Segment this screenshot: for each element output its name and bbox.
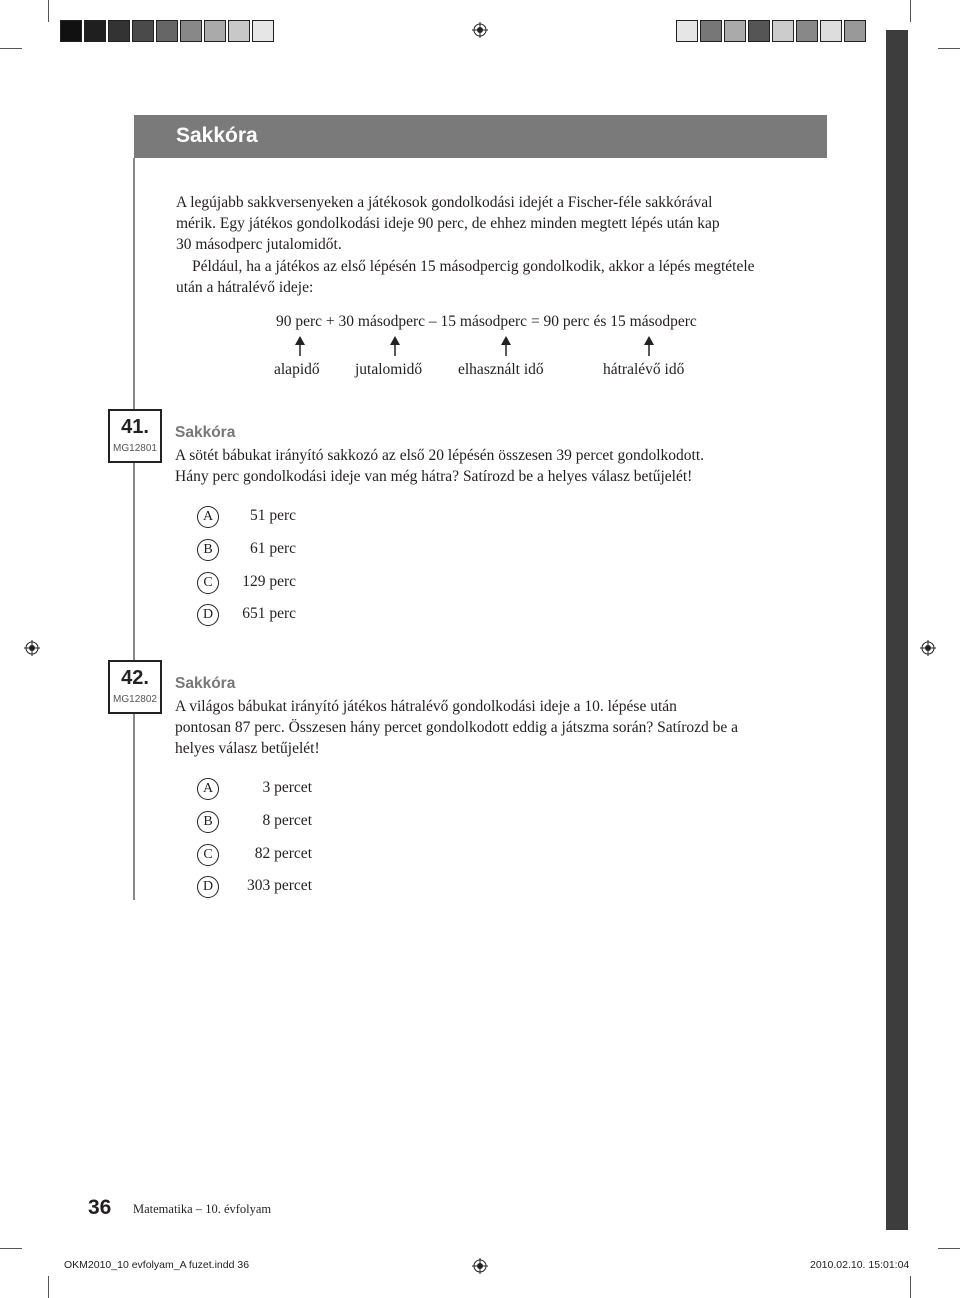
color-swatch [772,20,794,42]
answer-option-c[interactable]: C [197,572,219,594]
answer-value: 82 percet [254,845,312,862]
arrow-up-icon [389,336,401,356]
color-swatch [156,20,178,42]
answer-value: 129 perc [242,573,296,590]
color-swatch [844,20,866,42]
footer-subject: Matematika – 10. évfolyam [133,1202,272,1216]
color-swatch [204,20,226,42]
answer-option-a[interactable]: A [197,506,219,528]
formula: 90 perc + 30 másodperc – 15 másodperc = 90 perc és 15 másodperc [276,313,697,330]
question-number-box [108,409,162,463]
crop-mark [910,0,911,22]
page-number: 36 [88,1196,112,1219]
formula-label: hátralévő idő [603,361,685,378]
crop-mark [0,48,22,49]
answer-value: 61 perc [249,540,296,557]
color-swatch [84,20,106,42]
answer-option-a[interactable]: A [197,778,219,800]
arrow-up-icon [643,336,655,356]
answer-value: 51 perc [249,507,296,524]
color-swatch [676,20,698,42]
question-title: Sakkóra [175,424,236,441]
color-swatch [700,20,722,42]
question-code: MG12802 [113,694,157,705]
crop-mark [910,1276,911,1298]
answer-option-b[interactable]: B [197,539,219,561]
crop-mark [48,0,49,22]
arrow-up-icon [294,336,306,356]
slug-date: 2010.02.10. 15:01:04 [810,1259,910,1271]
formula-label: alapidő [274,361,320,378]
slug-file: OKM2010_10 evfolyam_A fuzet.indd 36 [64,1259,250,1271]
color-swatch [228,20,250,42]
answer-option-d[interactable]: D [197,604,219,626]
intro-line: után a hátralévő ideje: [176,279,314,296]
answer-value: 3 percet [262,779,312,796]
formula-label: jutalomidő [355,361,423,378]
answer-value: 651 perc [242,605,296,622]
answer-option-b[interactable]: B [197,811,219,833]
answer-option-d[interactable]: D [197,876,219,898]
answer-value: 303 percet [247,877,312,894]
color-swatch [748,20,770,42]
registration-mark-icon [472,22,488,38]
question-text-line: Hány perc gondolkodási ideje van még hátra? Satírozd be a helyes válasz betűjelét! [175,468,693,485]
crop-mark [0,1248,22,1249]
color-swatch [820,20,842,42]
arrow-up-icon [500,336,512,356]
formula-label: elhasznált idő [458,361,544,378]
section-title: Sakkóra [176,124,258,147]
registration-mark-icon [24,640,40,656]
registration-mark-icon [472,1258,488,1274]
question-text-line: A világos bábukat irányító játékos hátralévő gondolkodási ideje a 10. lépése után [175,698,677,715]
intro-line: mérik. Egy játékos gondolkodási ideje 90 perc, de ehhez minden megtett lépés után kap [176,215,720,232]
crop-mark [938,1248,960,1249]
intro-line: 30 másodperc jutalomidőt. [176,236,342,253]
crop-mark [938,48,960,49]
color-swatch [108,20,130,42]
question-title: Sakkóra [175,675,236,692]
color-swatch [132,20,154,42]
intro-line: A legújabb sakkversenyeken a játékosok gondolkodási idejét a Fischer-féle sakkórával [176,194,713,211]
answer-option-c[interactable]: C [197,844,219,866]
question-number: 42. [121,667,149,689]
color-swatch [60,20,82,42]
question-number-box [108,660,162,714]
answer-value: 8 percet [262,812,312,829]
question-number: 41. [121,416,149,438]
color-swatch [252,20,274,42]
color-swatch [180,20,202,42]
question-text-line: A sötét bábukat irányító sakkozó az első 20 lépésén összesen 39 percet gondolkodott. [175,447,705,464]
page-edge-bar [886,30,908,1230]
left-margin-rule [133,158,135,900]
registration-mark-icon [920,640,936,656]
question-text-line: pontosan 87 perc. Összesen hány percet gondolkodott eddig a játszma során? Satírozd be a [175,719,738,736]
section-header [134,115,827,158]
question-code: MG12801 [113,443,157,454]
question-text-line: helyes válasz betűjelét! [175,740,320,757]
color-swatch [796,20,818,42]
intro-line: Például, ha a játékos az első lépésén 15 másodpercig gondolkodik, akkor a lépés megtétele [192,258,755,275]
crop-mark [48,1276,49,1298]
color-swatch [724,20,746,42]
